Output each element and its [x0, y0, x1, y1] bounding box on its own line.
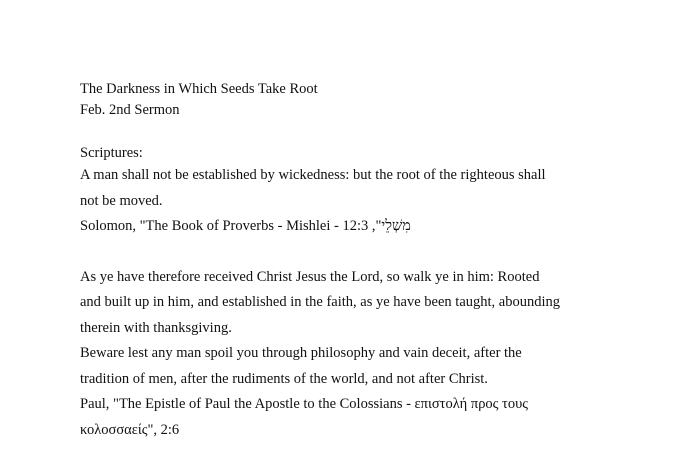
- passage-line: Beware lest any man spoil you through philosophy and vain deceit, after the: [80, 345, 522, 361]
- sermon-date: Feb. 2nd Sermon: [80, 102, 180, 118]
- passage-citation: Solomon, "The Book of Proverbs - Mishlei - 12:3 ,"מִשְׁלֵי: [80, 218, 411, 234]
- sermon-title: The Darkness in Which Seeds Take Root: [80, 81, 318, 97]
- passage-line: tradition of men, after the rudiments of the world, and not after Christ.: [80, 370, 488, 387]
- passage-colossians: [80, 265, 620, 444]
- passage-citation: κολοσσαείς", 2:6: [80, 421, 180, 438]
- passage-line: and built up in him, and established in the faith, as ye have been taught, abounding: [80, 294, 561, 310]
- passage-line: therein with thanksgiving.: [80, 319, 232, 336]
- scriptures-heading: Scriptures:: [80, 145, 143, 161]
- passage-line: A man shall not be established by wickedness: but the root of the righteous shall: [80, 167, 546, 183]
- passage-line: As ye have therefore received Christ Jesus the Lord, so walk ye in him: Rooted: [80, 268, 540, 285]
- paragraph-gap: [80, 240, 620, 265]
- document-body: [80, 79, 620, 443]
- passage-proverbs: [80, 163, 620, 240]
- passage-line: not be moved.: [80, 192, 163, 209]
- passage-citation: Paul, "The Epistle of Paul the Apostle to the Colossians - επιστολή προς τους: [80, 396, 529, 412]
